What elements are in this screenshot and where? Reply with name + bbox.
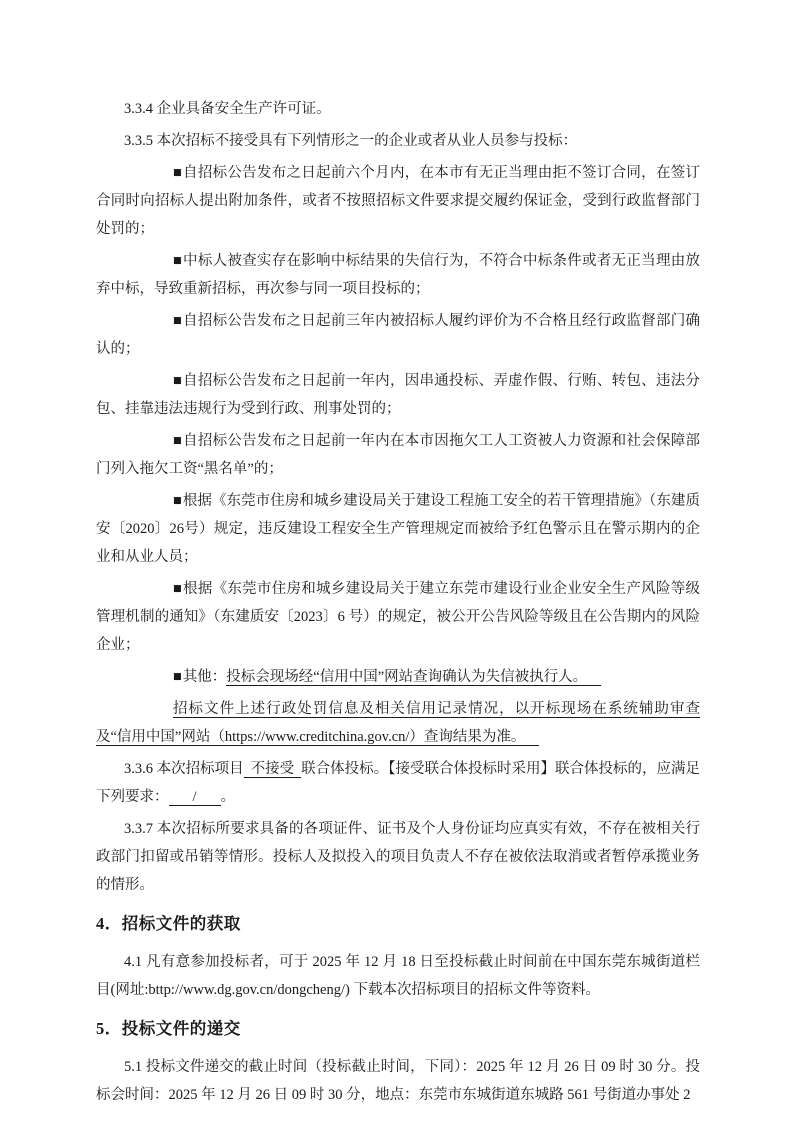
clause-3-3-6 bbox=[96, 755, 700, 811]
clause-3-3-5: 3.3.5 本次招标不接受具有下列情形之一的企业或者从业人员参与投标： bbox=[124, 133, 578, 149]
square-bullet-icon: ■ bbox=[173, 165, 183, 181]
clause-5-1: 5.1 投标文件递交的截止时间（投标截止时间，下同）：2025 年 12 月 26 日 09 时 30 分。投标会时间：2025 年 12 月 26 日 09 时 30 分，地点：东莞市东城街道东城路 561 号街道办事处 2 bbox=[96, 1059, 700, 1103]
prohibited-item-5-text: 自招标公告发布之日起前一年内在本市因拖欠工人工资被人力资源和社会保障部门列入拖欠工资“黑名单”的； bbox=[96, 433, 700, 477]
prohibited-item-7-text: 根据《东莞市住房和城乡建设局关于建立东莞市建设行业企业安全生产风险等级管理机制的通知》（东建质安〔2023〕6 号）的规定，被公开公告风险等级且在公告期内的风险企业； bbox=[96, 581, 700, 653]
prohibited-item-4-text: 自招标公告发布之日起前一年内，因串通投标、弄虚作假、行贿、转包、违法分包、挂靠违法违规行为受到行政、刑事处罚的； bbox=[96, 373, 700, 417]
clause-3-3-7: 3.3.7 本次招标所要求具备的各项证件、证书及个人身份证均应真实有效，不存在被相关行政部门扣留或吊销等情形。投标人及拟投入的项目负责人不存在被依法取消或者暂停承揽业务的情形。 bbox=[96, 821, 700, 893]
square-bullet-icon: ■ bbox=[173, 581, 183, 597]
consortium-not-accepted-value: 不接受 bbox=[244, 761, 302, 778]
prohibited-item-3-text: 自招标公告发布之日起前三年内被招标人履约评价为不合格且经行政监督部门确认的； bbox=[96, 313, 700, 357]
clause-3-3-6-mid: 联合体投标。【接受联合体投标时采用】联合体投标的，应满足下列要求： bbox=[96, 761, 701, 805]
credit-check-note-text: 招标文件上述行政处罚信息及相关信用记录情况，以开标现场在系统辅助审查及“信用中国”网站（https://www.creditchina.gov.cn/）查询结果为准。 bbox=[96, 701, 700, 745]
prohibited-item-5 bbox=[96, 427, 700, 483]
prohibited-item-4 bbox=[96, 367, 700, 423]
prohibited-item-1-text: 自招标公告发布之日起前六个月内，在本市有无正当理由拒不签订合同，在签订合同时向招标人提出附加条件，或者不按照招标文件要求提交履约保证金，受到行政监督部门处罚的； bbox=[96, 165, 700, 237]
clause-3-3-6-lead: 3.3.6 本次招标项目 bbox=[124, 761, 244, 777]
prohibited-item-2-text: 中标人被查实存在影响中标结果的失信行为，不符合中标条件或者无正当理由放弃中标，导致重新招标，再次参与同一项目投标的； bbox=[96, 253, 700, 297]
other-label: 其他： bbox=[182, 669, 227, 685]
square-bullet-icon: ■ bbox=[173, 669, 182, 685]
consortium-requirement-blank: / bbox=[169, 789, 221, 806]
credit-check-note bbox=[96, 695, 700, 751]
square-bullet-icon: ■ bbox=[173, 253, 183, 269]
clause-4-1: 4.1 凡有意参加投标者，可于 2025 年 12 月 18 日至投标截止时间前在中国东莞东城街道栏目(网址:bttp://www.dg.gov.cn/dongcheng/) 下载本次招标项目的招标文件等资料。 bbox=[96, 954, 700, 998]
square-bullet-icon: ■ bbox=[173, 373, 183, 389]
square-bullet-icon: ■ bbox=[173, 433, 183, 449]
prohibited-item-6-text: 根据《东莞市住房和城乡建设局关于建设工程施工安全的若干管理措施》（东建质安〔2020〕26号）规定，违反建设工程安全生产管理规定而被给予红色警示且在警示期内的企业和从业人员； bbox=[96, 493, 700, 565]
square-bullet-icon: ■ bbox=[173, 493, 182, 509]
clause-3-3-6-end: 。 bbox=[220, 789, 236, 805]
square-bullet-icon: ■ bbox=[173, 313, 183, 329]
other-underlined-text: 投标会现场经“信用中国”网站查询确认为失信被执行人。 bbox=[226, 669, 601, 686]
prohibited-item-1 bbox=[96, 159, 700, 243]
prohibited-item-other bbox=[96, 663, 700, 691]
section-5-heading: 5．投标文件的递交 bbox=[96, 1019, 241, 1038]
prohibited-item-6 bbox=[96, 487, 700, 571]
prohibited-item-2 bbox=[96, 247, 700, 303]
clause-3-3-4: 3.3.4 企业具备安全生产许可证。 bbox=[124, 101, 331, 117]
prohibited-item-3 bbox=[96, 307, 700, 363]
prohibited-item-7 bbox=[96, 575, 700, 659]
section-4-heading: 4．招标文件的获取 bbox=[96, 914, 241, 933]
